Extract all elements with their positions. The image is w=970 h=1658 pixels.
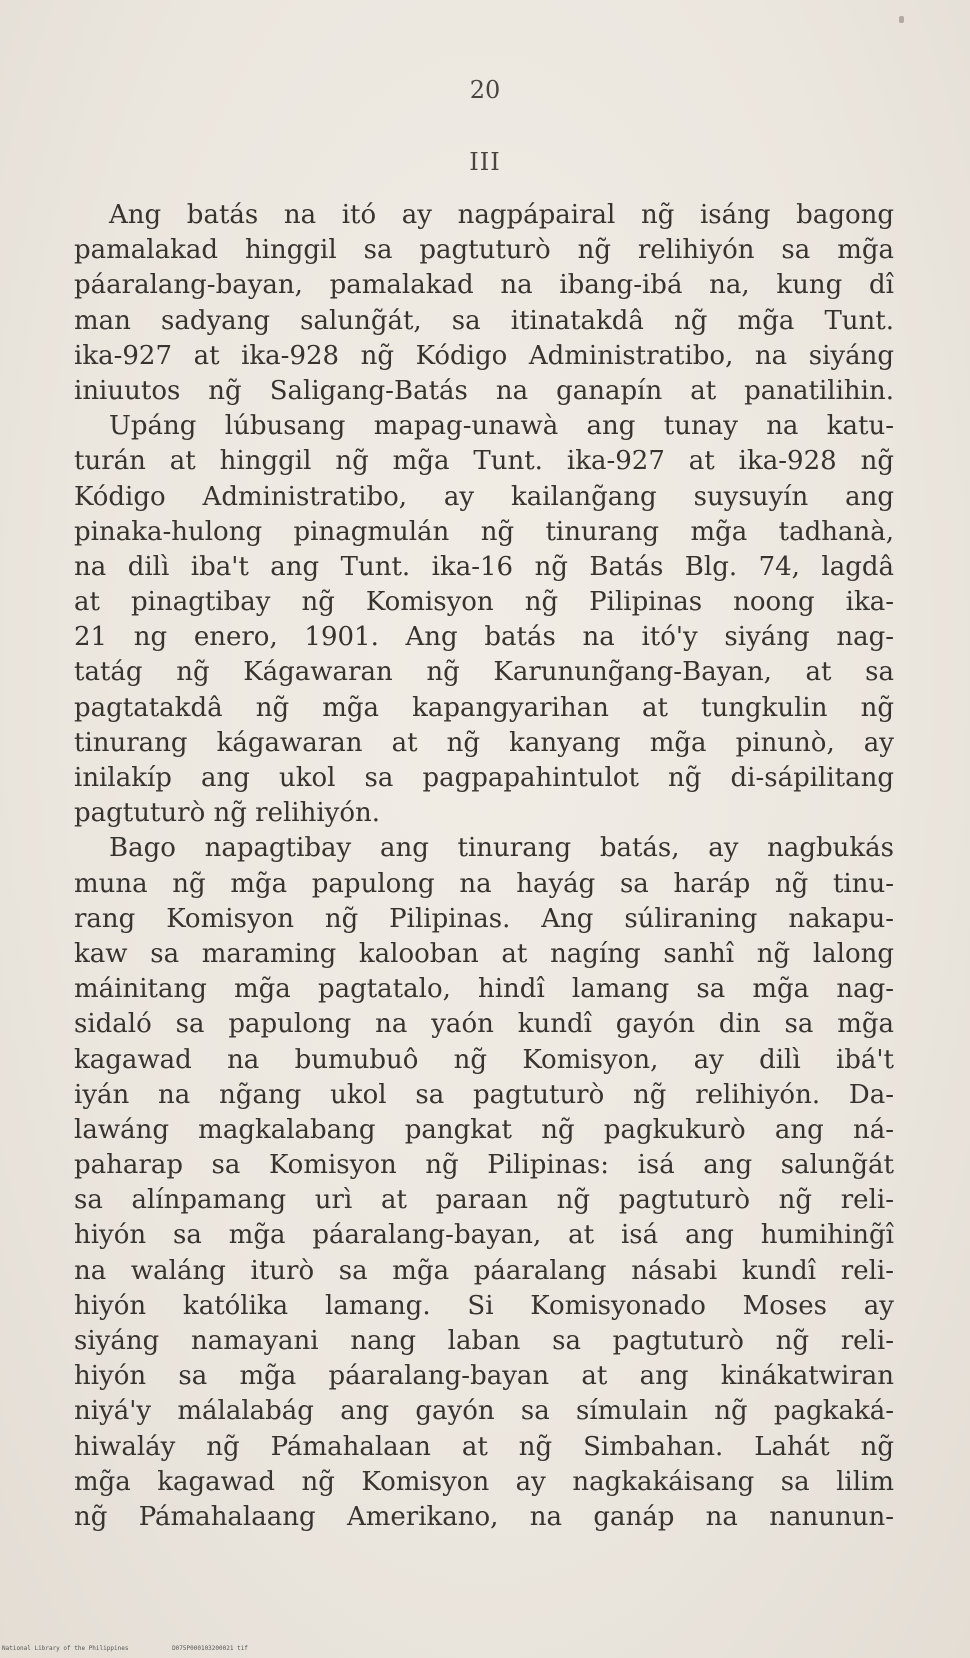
text-line: iniuutos ng̃ Saligang-Batás na ganapín at panatilihin. [74, 375, 894, 406]
text-line: Upáng lúbusang mapag-unawà ang tunay na katu- [109, 411, 894, 442]
paragraph-3 [74, 831, 894, 1535]
text-line: ika-927 at ika-928 ng̃ Kódigo Administratibo, na siyáng [74, 340, 894, 371]
text-line: man sadyang salung̃át, sa itinatakdâ ng̃ mg̃a Tunt. [74, 305, 894, 336]
file-id: D075P000103200021 tif [172, 1645, 248, 1652]
text-line: sidaló sa papulong na yaón kundî gayón din sa mg̃a [74, 1009, 894, 1040]
text-line: turán at hinggil ng̃ mg̃a Tunt. ika-927 at ika-928 ng̃ [74, 446, 894, 477]
text-line: pagtatakdâ ng̃ mg̃a kapangyarihan at tungkulin ng̃ [74, 692, 894, 723]
text-line: máinitang mg̃a pagtatalo, hindî lamang sa mg̃a nag- [74, 974, 894, 1005]
scan-speck [899, 16, 904, 23]
text-line: iyán na ng̃ang ukol sa pagtuturò ng̃ relihiyón. Da- [74, 1079, 894, 1110]
text-line: tatág ng̃ Kágawaran ng̃ Karunung̃ang-Bayan, at sa [74, 657, 894, 688]
page-number: 20 [469, 76, 501, 104]
body-text [74, 198, 894, 1535]
text-line: rang Komisyon ng̃ Pilipinas. Ang súliraning nakapu- [74, 903, 894, 934]
text-line: Bago napagtibay ang tinurang batás, ay nagbukás [109, 833, 894, 864]
text-line: páaralang-bayan, pamalakad na ibang-ibá na, kung dî [74, 270, 894, 301]
paragraph-2 [74, 409, 894, 831]
text-line: ng̃ Pámahalaang Amerikano, na ganáp na nanunun- [74, 1501, 894, 1532]
text-line: niyá'y málalabág ang gayón sa símulain ng̃ pagkaká- [74, 1396, 894, 1427]
text-line: kagawad na bumubuô ng̃ Komisyon, ay dilì ibá't [74, 1044, 894, 1075]
text-line: siyáng namayani nang laban sa pagtuturò ng̃ reli- [74, 1326, 894, 1356]
text-line: paharap sa Komisyon ng̃ Pilipinas: isá ang salung̃át [74, 1150, 894, 1181]
text-line: hiyón katólika lamang. Si Komisyonado Moses ay [74, 1290, 894, 1321]
text-line: tinurang kágawaran at ng̃ kanyang mg̃a pinunò, ay [74, 727, 894, 758]
scan-footer [2, 1645, 288, 1652]
text-line: kaw sa maraming kalooban at nagíng sanhî ng̃ lalong [74, 938, 894, 969]
text-line: hiyón sa mg̃a páaralang-bayan at ang kinákatwiran [74, 1361, 894, 1392]
text-line: pagtuturò ng̃ relihiyón. [74, 798, 381, 829]
text-line: na dilì iba't ang Tunt. ika-16 ng̃ Batás Blg. 74, lagdâ [74, 551, 894, 582]
text-line: mg̃a kagawad ng̃ Komisyon ay nagkakáisang sa lilim [74, 1466, 894, 1497]
text-line: 21 ng enero, 1901. Ang batás na itó'y siyáng nag- [74, 622, 894, 653]
text-line: hiyón sa mg̃a páaralang-bayan, at isá ang humihing̃î [74, 1220, 894, 1251]
text-line: lawáng magkalabang pangkat ng̃ pagkukurò ang ná- [74, 1114, 894, 1145]
text-line: hiwaláy ng̃ Pámahalaan at ng̃ Simbahan. Lahát ng̃ [74, 1431, 894, 1462]
text-line: na waláng iturò sa mg̃a páaralang násabi kundî reli- [74, 1255, 894, 1286]
text-line: pamalakad hinggil sa pagtuturò ng̃ relihiyón sa mg̃a [74, 235, 894, 266]
text-line: at pinagtibay ng̃ Komisyon ng̃ Pilipinas noong ika- [74, 587, 894, 618]
section-heading: III [469, 148, 501, 176]
text-line: Ang batás na itó ay nagpápairal ng̃ isáng bagong [109, 200, 894, 230]
text-line: Kódigo Administratibo, ay kailang̃ang suysuyín ang [74, 481, 894, 512]
text-line: pinaka-hulong pinagmulán ng̃ tinurang mg̃a tadhanà, [74, 516, 894, 547]
text-line: inilakíp ang ukol sa pagpapahintulot ng̃ di-sápilitang [74, 763, 894, 793]
text-line: muna ng̃ mg̃a papulong na hayág sa haráp ng̃ tinu- [74, 868, 894, 899]
paragraph-1 [74, 198, 894, 409]
library-credit: National Library of the Philippines [2, 1645, 129, 1652]
text-line: sa alínpamang urì at paraan ng̃ pagtuturò ng̃ reli- [74, 1185, 894, 1216]
